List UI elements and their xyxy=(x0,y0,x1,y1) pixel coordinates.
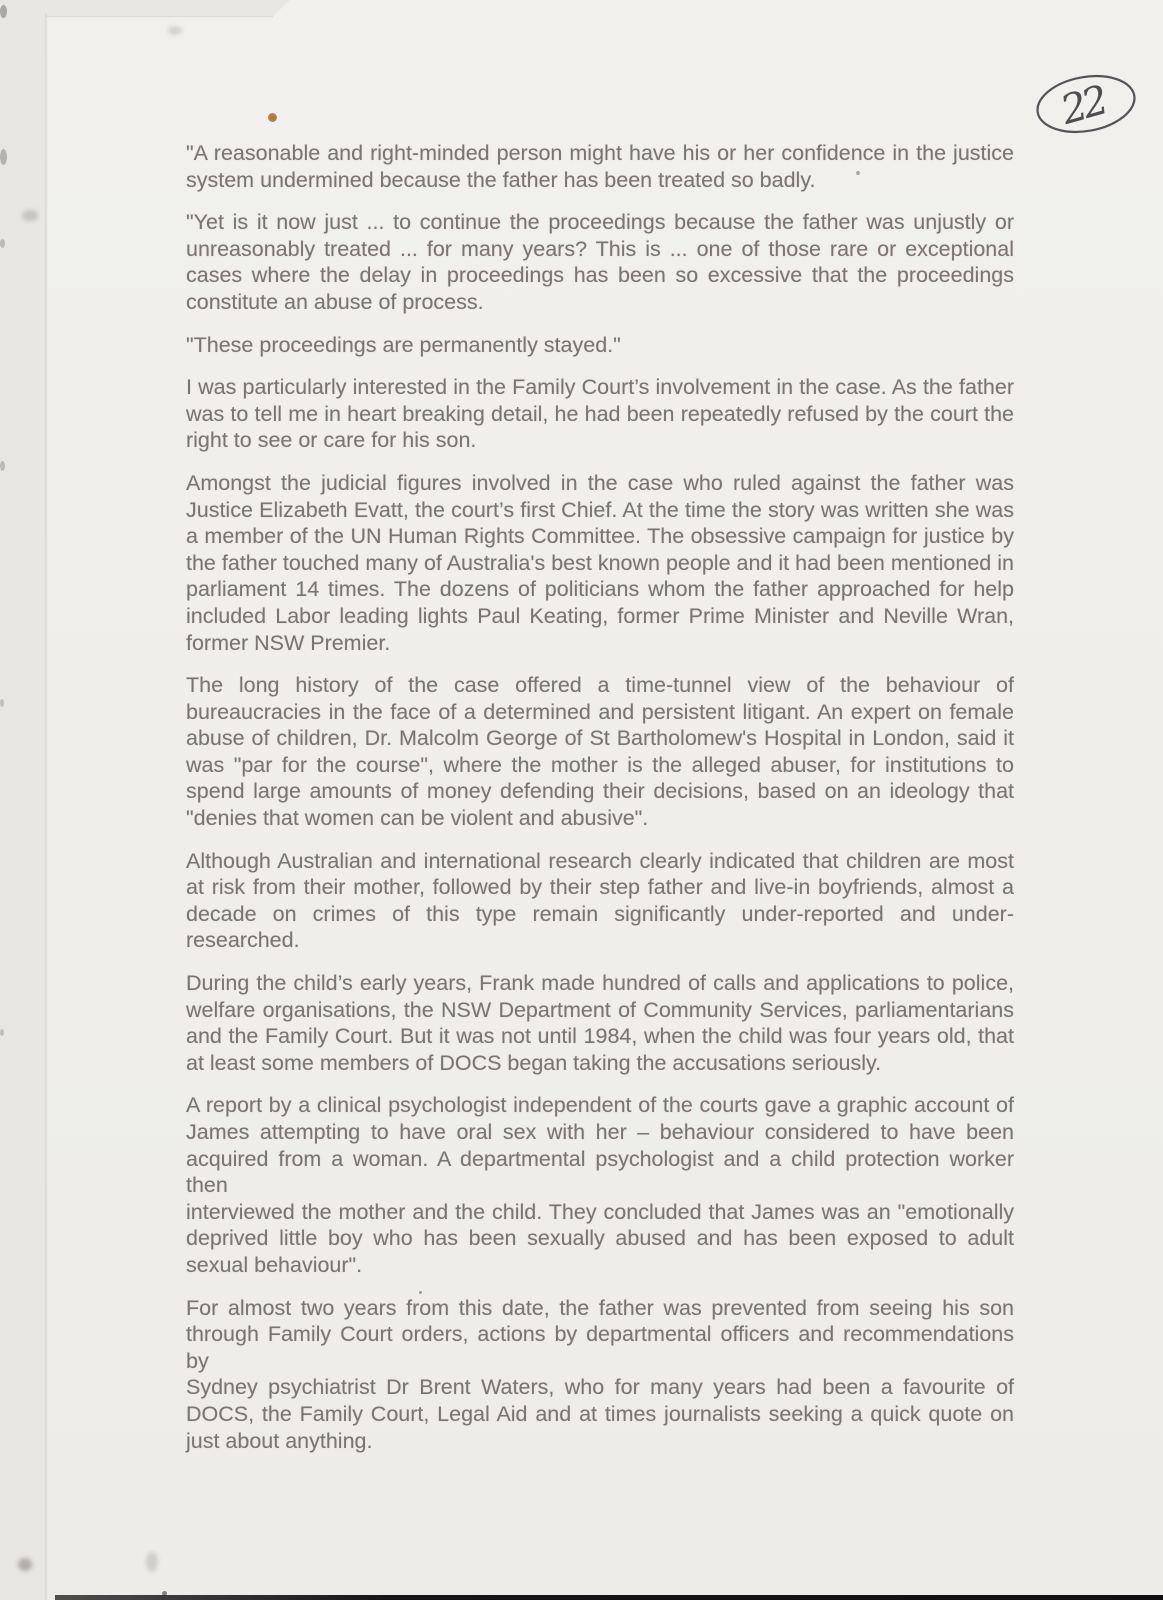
text-line: The long history of the case offered a time-tunnel view of the behaviour of xyxy=(186,673,1014,698)
paragraph xyxy=(186,672,1014,832)
text-line: abuse of children, Dr. Malcolm George of St Bartholomew's Hospital in London, said it xyxy=(186,726,1014,751)
paragraph xyxy=(186,848,1014,954)
text-line: a member of the UN Human Rights Committee. The obsessive campaign for justice by xyxy=(186,524,1014,549)
paragraph xyxy=(186,209,1014,315)
text-line: was to tell me in heart breaking detail, he had been repeatedly refused by the court the xyxy=(186,401,1014,426)
text-line: welfare organisations, the NSW Department of Community Services, parliamentarians xyxy=(186,997,1014,1022)
text-line: included Labor leading lights Paul Keating, former Prime Minister and Neville Wran, xyxy=(186,603,1014,628)
text-line: deprived little boy who has been sexually abused and has been exposed to adult xyxy=(186,1226,1014,1251)
paragraph xyxy=(186,970,1014,1076)
text-line: constitute an abuse of process. xyxy=(186,289,484,314)
scan-speck xyxy=(0,699,4,707)
paragraph xyxy=(186,1295,1014,1455)
scan-speck xyxy=(0,1029,4,1036)
text-line: spend large amounts of money defending their decisions, based on an ideology that xyxy=(186,779,1014,804)
scan-speck xyxy=(0,239,5,248)
text-line: through Family Court orders, actions by departmental officers and recommendations by xyxy=(186,1322,1014,1373)
text-line: was "par for the course", where the mother is the alleged abuser, for institutions to xyxy=(186,752,1014,777)
text-line: bureaucracies in the face of a determined and persistent litigant. An expert on female xyxy=(186,699,1014,724)
handwritten-page-number: 22 xyxy=(1055,77,1110,134)
text-line: acquired from a woman. A departmental psychologist and a child protection worker then xyxy=(186,1146,1014,1198)
text-line: For almost two years from this date, the father was prevented from seeing his son xyxy=(186,1295,1014,1320)
scan-speck xyxy=(0,461,5,471)
text-line: Amongst the judicial figures involved in the case who ruled against the father was xyxy=(186,470,1014,495)
paragraph xyxy=(186,374,1014,454)
text-line: Although Australian and international research clearly indicated that children are most xyxy=(186,848,1014,873)
scan-speck xyxy=(0,5,7,18)
text-line: the father touched many of Australia's best known people and it had been mentioned in xyxy=(186,550,1014,575)
text-line: "denies that women can be violent and abusive". xyxy=(186,806,649,831)
text-line: unreasonably treated ... for many years? This is ... one of those rare or exceptional xyxy=(186,236,1014,261)
text-line: and the Family Court. But it was not until 1984, when the child was four years old, that xyxy=(186,1024,1014,1049)
paper-left-edge xyxy=(45,14,48,1600)
text-line: During the child’s early years, Frank made hundred of calls and applications to police, xyxy=(186,971,1014,996)
text-line: cases where the delay in proceedings has been so excessive that the proceedings xyxy=(186,263,1014,288)
text-line: I was particularly interested in the Family Court’s involvement in the case. As the father xyxy=(186,375,1014,400)
text-line: "A reasonable and right-minded person might have his or her confidence in the justice xyxy=(186,141,1014,165)
text-line: just about anything. xyxy=(186,1428,373,1453)
text-line: former NSW Premier. xyxy=(186,630,391,655)
text-line: "Yet is it now just ... to continue the proceedings because the father was unjustly or xyxy=(186,210,1014,235)
text-block xyxy=(186,140,1014,1470)
text-line: Sydney psychiatrist Dr Brent Waters, who for many years had been a favourite of xyxy=(186,1375,1014,1400)
text-line: parliament 14 times. The dozens of politicians whom the father approached for help xyxy=(186,577,1014,602)
bottom-scan-line xyxy=(55,1595,1163,1600)
text-line: right to see or care for his son. xyxy=(186,428,477,453)
scan-smudge xyxy=(22,210,38,221)
scan-speck xyxy=(0,149,7,165)
text-line: "These proceedings are permanently stayed." xyxy=(186,332,621,357)
paper-top-edge xyxy=(45,16,273,18)
text-line: interviewed the mother and the child. They concluded that James was an "emotionally xyxy=(186,1199,1014,1224)
text-line: at least some members of DOCS began taking the accusations seriously. xyxy=(186,1050,882,1075)
text-line: system undermined because the father has been treated so badly. xyxy=(186,167,816,192)
paragraph xyxy=(186,470,1014,656)
paragraph xyxy=(186,332,1014,359)
text-line: A report by a clinical psychologist independent of the courts gave a graphic account of xyxy=(186,1093,1014,1118)
text-line: Justice Elizabeth Evatt, the court’s first Chief. At the time the story was written she was xyxy=(186,497,1014,522)
text-line: sexual behaviour". xyxy=(186,1252,363,1277)
scan-smudge xyxy=(18,1558,32,1571)
paragraph xyxy=(186,140,1014,193)
text-line: DOCS, the Family Court, Legal Aid and at times journalists seeking a quick quote on xyxy=(186,1401,1014,1426)
paragraph xyxy=(186,1092,1014,1278)
page-number-annotation xyxy=(1003,60,1143,155)
text-line: researched. xyxy=(186,928,300,953)
text-line: at risk from their mother, followed by their step father and live-in boyfriends, almost a xyxy=(186,875,1014,900)
text-line: decade on crimes of this type remain significantly under-reported and under- xyxy=(186,901,1014,926)
text-line: James attempting to have oral sex with her – behaviour considered to have been xyxy=(186,1120,1014,1144)
